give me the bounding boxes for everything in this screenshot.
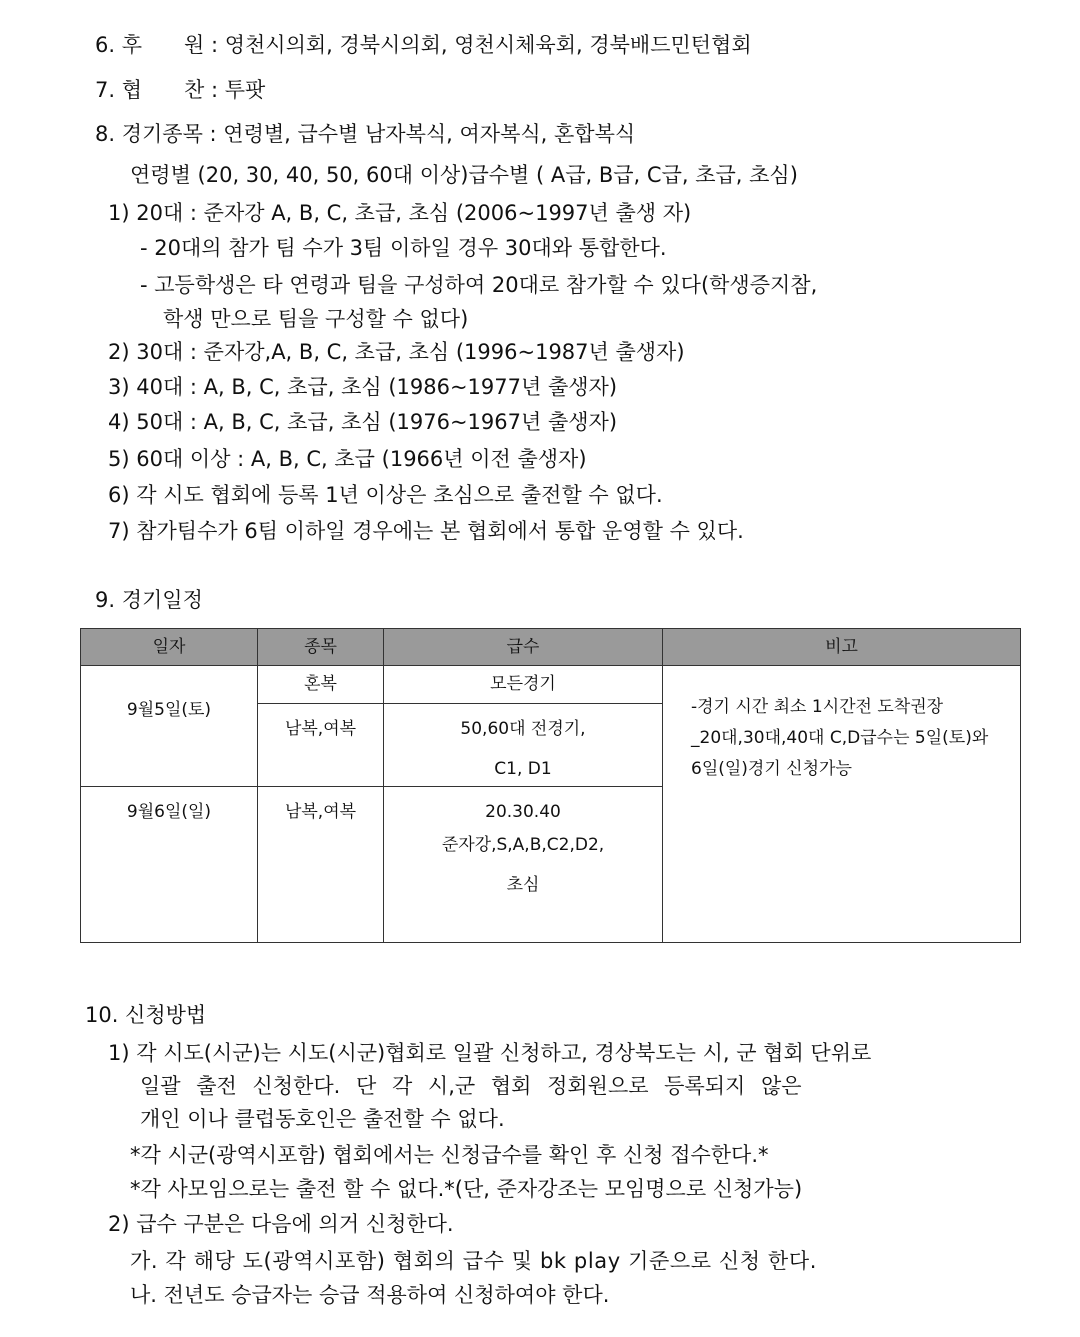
age-rule-6: 6) 각 시도 협회에 등록 1년 이상은 초심으로 출전할 수 없다. bbox=[108, 483, 663, 507]
age-rule-5: 5) 60대 이상 : A, B, C, 초급 (1966년 이전 출생자) bbox=[108, 447, 587, 471]
day2-grade-cell bbox=[384, 787, 663, 943]
header-date: 일자 bbox=[81, 629, 258, 666]
day1-date-cell bbox=[81, 666, 258, 787]
day2-grade-line-2: 준자강,S,A,B,C2,D2, bbox=[441, 835, 605, 855]
day1-grade-b-line-2: C1, D1 bbox=[494, 759, 552, 779]
application-star-1: *각 시군(광역시포함) 협회에서는 신청급수를 확인 후 신청 접수한다.* bbox=[130, 1143, 769, 1167]
note-cell bbox=[663, 666, 1021, 943]
note-line-2: _20대,30대,40대 C,D급수는 5일(토)와 bbox=[691, 728, 989, 748]
day1-event-a-cell bbox=[258, 666, 384, 704]
schedule-header-row bbox=[81, 629, 1021, 666]
age-rule-1-note-1: - 20대의 참가 팀 수가 3팀 이하일 경우 30대와 통합한다. bbox=[140, 236, 667, 260]
item-events-title: 8. 경기종목 : 연령별, 급수별 남자복식, 여자복식, 혼합복식 bbox=[95, 122, 636, 146]
day2-event-cell bbox=[258, 787, 384, 943]
day1-event-b-cell bbox=[258, 704, 384, 787]
application-rule-na: 나. 전년도 승급자는 승급 적용하여 신청하여야 한다. bbox=[130, 1283, 610, 1307]
item-sponsor: 7. 협 찬 : 투팟 bbox=[95, 78, 266, 102]
day2-grade-line-3: 초심 bbox=[506, 875, 540, 895]
day2-event: 남복,여복 bbox=[284, 802, 357, 822]
item-events-sub: 연령별 (20, 30, 40, 50, 60대 이상)급수별 ( A급, B급, C급, 초급, 초심) bbox=[130, 163, 798, 187]
day1-grade-b-cell bbox=[384, 704, 663, 787]
table-row bbox=[81, 666, 1021, 704]
age-rule-1-note-2a: - 고등학생은 타 연령과 팀을 구성하여 20대로 참가할 수 있다(학생증지참, bbox=[140, 273, 818, 297]
note-line-1: -경기 시간 최소 1시간전 도착권장 bbox=[691, 697, 944, 717]
note-line-3: 6일(일)경기 신청가능 bbox=[691, 759, 852, 779]
age-rule-7: 7) 참가팀수가 6팀 이하일 경우에는 본 협회에서 통합 운영할 수 있다. bbox=[108, 519, 744, 543]
application-rule-ga: 가. 각 해당 도(광역시포함) 협회의 급수 및 bk play 기준으로 신청 한다. bbox=[130, 1249, 817, 1273]
age-rule-1: 1) 20대 : 준자강 A, B, C, 초급, 초심 (2006~1997년 출생 자) bbox=[108, 201, 692, 225]
day1-grade-a-cell bbox=[384, 666, 663, 704]
schedule-table bbox=[80, 628, 1021, 943]
header-note: 비고 bbox=[663, 629, 1021, 666]
age-rule-1-note-2b: 학생 만으로 팀을 구성할 수 없다) bbox=[163, 307, 469, 331]
application-title: 10. 신청방법 bbox=[85, 1003, 207, 1027]
header-grade: 급수 bbox=[384, 629, 663, 666]
header-event: 종목 bbox=[258, 629, 384, 666]
application-rule-2: 2) 급수 구분은 다음에 의거 신청한다. bbox=[108, 1212, 454, 1236]
age-rule-2: 2) 30대 : 준자강,A, B, C, 초급, 초심 (1996~1987년 출생자) bbox=[108, 340, 685, 364]
day1-grade-a: 모든경기 bbox=[490, 674, 556, 694]
age-rule-3: 3) 40대 : A, B, C, 초급, 초심 (1986~1977년 출생자) bbox=[108, 375, 618, 399]
day1-event-b: 남복,여복 bbox=[284, 719, 357, 739]
day2-grade-line-1: 20.30.40 bbox=[485, 802, 561, 822]
day2-date-cell bbox=[81, 787, 258, 943]
day2-date: 9월6일(일) bbox=[126, 802, 212, 822]
day1-grade-b-line-1: 50,60대 전경기, bbox=[460, 719, 586, 739]
application-rule-1a: 1) 각 시도(시군)는 시도(시군)협회로 일괄 신청하고, 경상북도는 시, 군 협회 단위로 bbox=[108, 1041, 872, 1065]
application-star-2: *각 사모임으로는 출전 할 수 없다.*(단, 준자강조는 모임명으로 신청가능) bbox=[130, 1177, 803, 1201]
day1-event-a: 혼복 bbox=[304, 674, 337, 694]
application-rule-1b: 일괄 출전 신청한다. 단 각 시,군 협회 정회원으로 등록되지 않은 bbox=[140, 1074, 802, 1098]
age-rule-4: 4) 50대 : A, B, C, 초급, 초심 (1976~1967년 출생자) bbox=[108, 410, 618, 434]
schedule-title: 9. 경기일정 bbox=[95, 588, 203, 612]
item-support: 6. 후 원 : 영천시의회, 경북시의회, 영천시체육회, 경북배드민턴협회 bbox=[95, 33, 752, 57]
application-rule-1c: 개인 이나 클럽동호인은 출전할 수 없다. bbox=[140, 1107, 505, 1131]
day1-date: 9월5일(토) bbox=[126, 700, 212, 720]
